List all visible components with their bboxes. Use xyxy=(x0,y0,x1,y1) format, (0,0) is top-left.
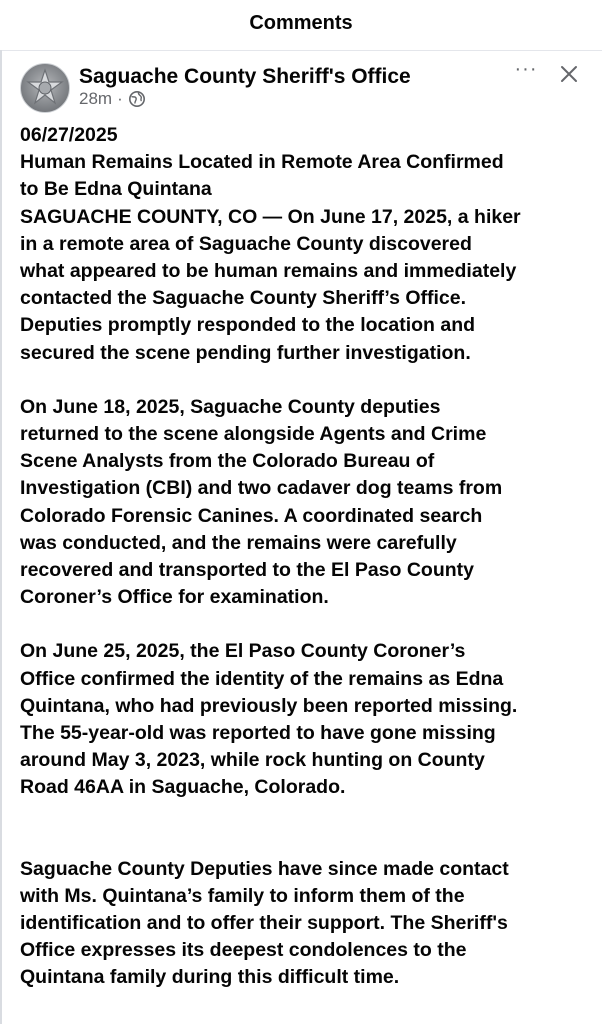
paragraph-line: what appeared to be human remains and immediately xyxy=(20,260,517,283)
paragraph-line: secured the scene pending further investigation. xyxy=(20,341,471,364)
paragraph-line: identification and to offer their support. The Sheriff's xyxy=(20,912,508,935)
meta-separator: · xyxy=(117,89,123,108)
paragraph-line: Deputies promptly responded to the location and xyxy=(20,314,476,337)
badge-avatar-icon[interactable] xyxy=(20,63,70,113)
post-meta xyxy=(79,88,146,110)
paragraph-line: The 55-year-old was reported to have gone missing xyxy=(20,722,496,745)
paragraph-line: SAGUACHE COUNTY, CO — On June 17, 2025, a hiker xyxy=(20,205,521,228)
close-button[interactable] xyxy=(557,62,581,86)
paragraph-line: On June 18, 2025, Saguache County deputies xyxy=(20,395,441,418)
more-options-button[interactable] xyxy=(512,58,540,84)
paragraph-line: Colorado Forensic Canines. A coordinated search xyxy=(20,504,483,527)
page-title: Comments xyxy=(249,12,353,34)
close-icon xyxy=(557,62,581,86)
more-horizontal-icon: ··· xyxy=(514,58,538,80)
paragraph-gap xyxy=(20,367,590,394)
paragraph-line: around May 3, 2023, while rock hunting on County xyxy=(20,749,485,772)
paragraph-line: Coroner’s Office for examination. xyxy=(20,586,329,609)
paragraph-line: On June 25, 2025, the El Paso County Coroner’s xyxy=(20,640,466,663)
paragraph-gap xyxy=(20,802,590,856)
top-bar xyxy=(0,0,602,51)
paragraph-line: Quintana, who had previously been reported missing. xyxy=(20,694,518,717)
headline-line: to Be Edna Quintana xyxy=(20,178,212,201)
post-body xyxy=(20,122,590,992)
post-time[interactable]: 28m xyxy=(79,89,113,108)
paragraph-line: Investigation (CBI) and two cadaver dog teams from xyxy=(20,477,503,500)
paragraph-line: returned to the scene alongside Agents and Crime xyxy=(20,423,487,446)
paragraph-line: Road 46AA in Saguache, Colorado. xyxy=(20,776,346,799)
paragraph-line: Quintana family during this difficult time. xyxy=(20,966,400,989)
paragraph-line: recovered and transported to the El Paso County xyxy=(20,559,475,582)
paragraph-line: Office expresses its deepest condolences to the xyxy=(20,939,467,962)
globe-icon xyxy=(128,90,146,108)
paragraph-line: contacted the Saguache County Sheriff’s Office. xyxy=(20,287,467,310)
paragraph-line: Office confirmed the identity of the remains as Edna xyxy=(20,667,504,690)
headline-line: Human Remains Located in Remote Area Confirmed xyxy=(20,151,504,174)
post-date: 06/27/2025 xyxy=(20,124,118,146)
thread-rail xyxy=(0,50,2,1024)
paragraph-line: was conducted, and the remains were carefully xyxy=(20,531,457,554)
paragraph-gap xyxy=(20,611,590,638)
paragraph-line: Scene Analysts from the Colorado Bureau of xyxy=(20,450,435,473)
paragraph-line: Saguache County Deputies have since made contact xyxy=(20,857,509,880)
paragraph-line: with Ms. Quintana’s family to inform them of the xyxy=(20,884,465,907)
paragraph-line: in a remote area of Saguache County discovered xyxy=(20,232,472,255)
post-author[interactable]: Saguache County Sheriff's Office xyxy=(79,65,411,88)
